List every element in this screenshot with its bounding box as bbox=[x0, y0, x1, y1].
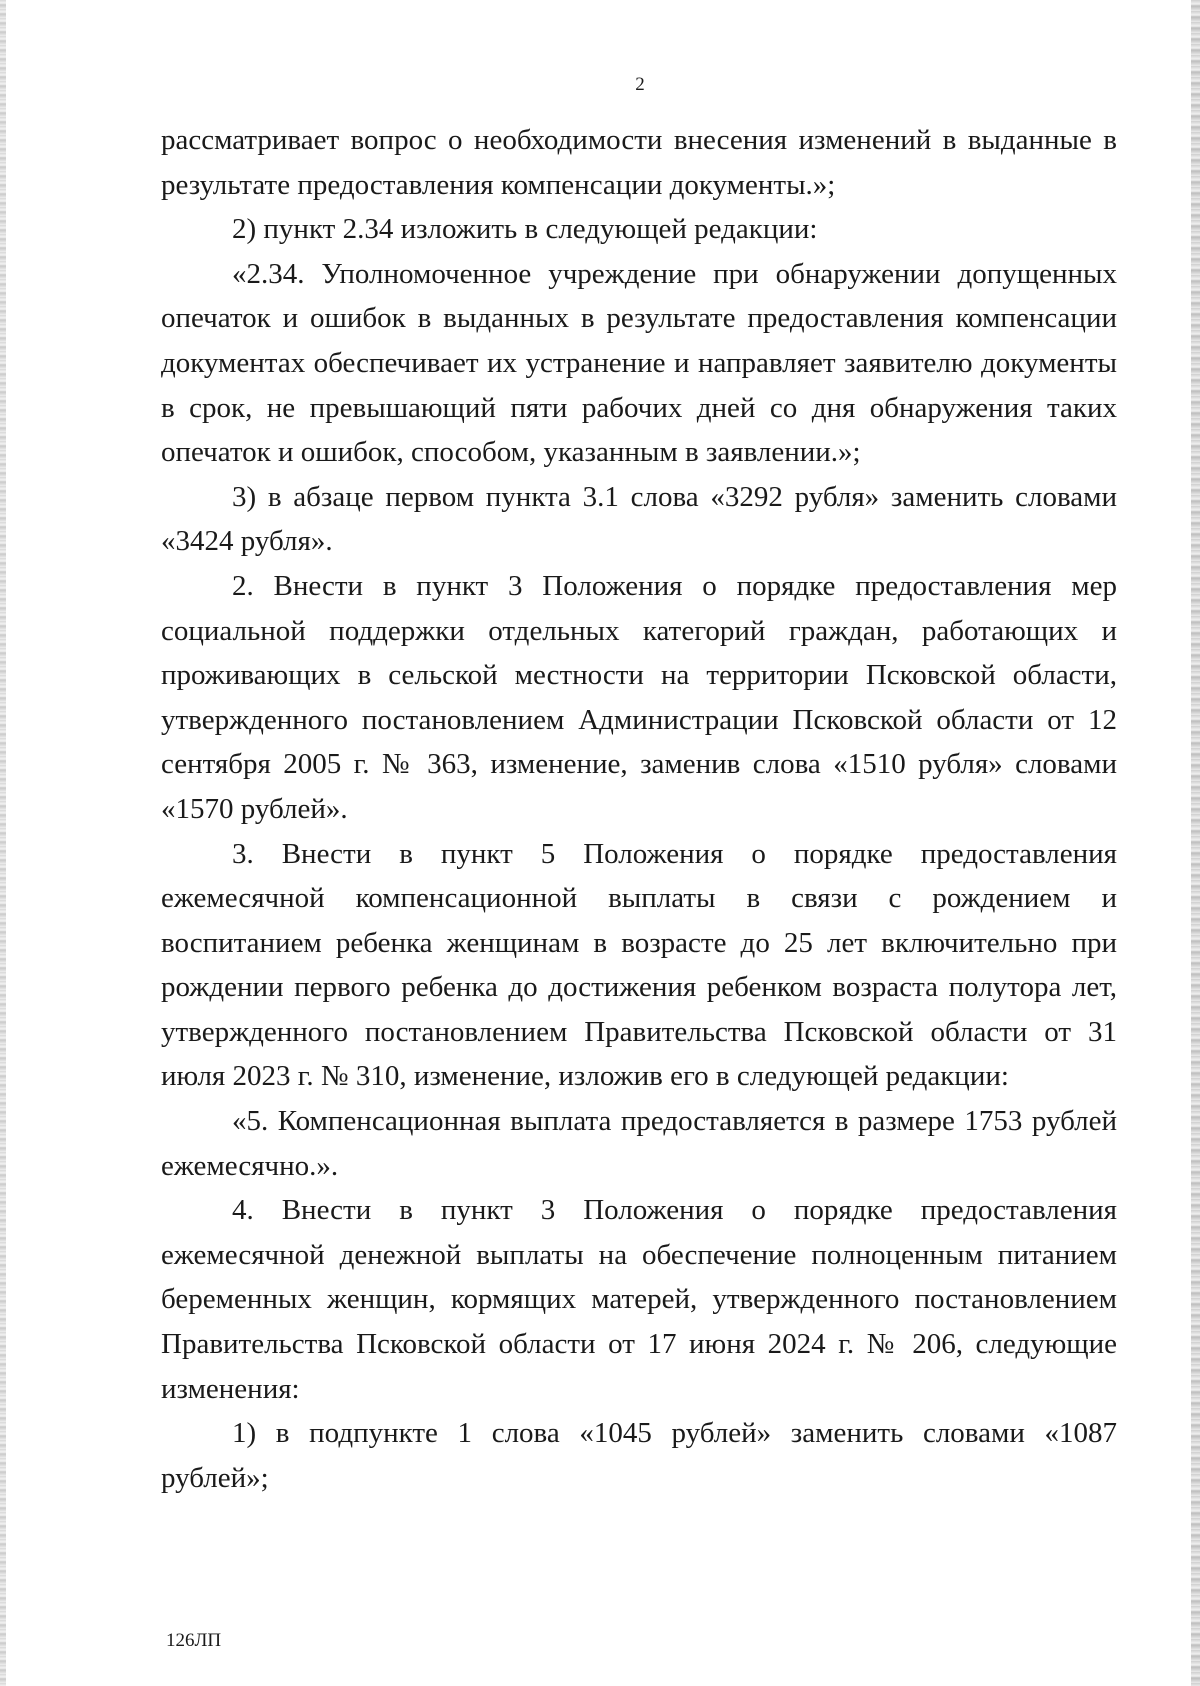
paragraph-subitem-1: 1) в подпункте 1 слова «1045 рублей» заменить словами «1087 рублей»; bbox=[161, 1417, 1117, 1494]
page-number: 2 bbox=[635, 74, 645, 95]
paragraph-quote-2-34: «2.34. Уполномоченное учреждение при обнаружении допущенных опечаток и ошибок в выданных в результате предоставления компенсации документах обеспечивает их устранение и направляет заявителю документы в срок, не превышающий пяти рабочих дней со дня обнаружения таких опечаток и ошибок, способом, указанным в заявлении.»; bbox=[161, 257, 1117, 469]
scan-edge-left bbox=[0, 0, 6, 1686]
paragraph-item-2: 2. Внести в пункт 3 Положения о порядке предоставления мер социальной поддержки отдельных категорий граждан, работающих и проживающих в сельской местности на территории Псковской области, утвержденного постановлением Администрации Псковской области от 12 сентября 2005 г. № 363, изменение, заменив слова «1510 рубля» словами «1570 рублей». bbox=[161, 569, 1117, 825]
paragraph-subitem-2: 2) пункт 2.34 изложить в следующей редакции: bbox=[232, 213, 818, 246]
document-body bbox=[161, 118, 1117, 1500]
document-code: 126ЛП bbox=[166, 1630, 222, 1651]
paragraph-item-4: 4. Внести в пункт 3 Положения о порядке предоставления ежемесячной денежной выплаты на обеспечение полноценным питанием беременных женщин, кормящих матерей, утвержденного постановлением Правительства Псковской области от 17 июня 2024 г. № 206, следующие изменения: bbox=[161, 1194, 1117, 1405]
paragraph-continuation: рассматривает вопрос о необходимости внесения изменений в выданные в результате предоставления компенсации документы.»; bbox=[161, 124, 1117, 201]
paragraph-item-3: 3. Внести в пункт 5 Положения о порядке предоставления ежемесячной компенсационной выплаты в связи с рождением и воспитанием ребенка женщинам в возрасте до 25 лет включительно при рождении первого ребенка до достижения ребенком возраста полутора лет, утвержденного постановлением Правительства Псковской области от 31 июля 2023 г. № 310, изменение, изложив его в следующей редакции: bbox=[161, 837, 1117, 1093]
paragraph-quote-5: «5. Компенсационная выплата предоставляется в размере 1753 рублей ежемесячно.». bbox=[161, 1105, 1117, 1182]
scan-edge-right bbox=[1191, 0, 1200, 1686]
paragraph-subitem-3: 3) в абзаце первом пункта 3.1 слова «3292 рубля» заменить словами «3424 рубля». bbox=[161, 480, 1117, 558]
